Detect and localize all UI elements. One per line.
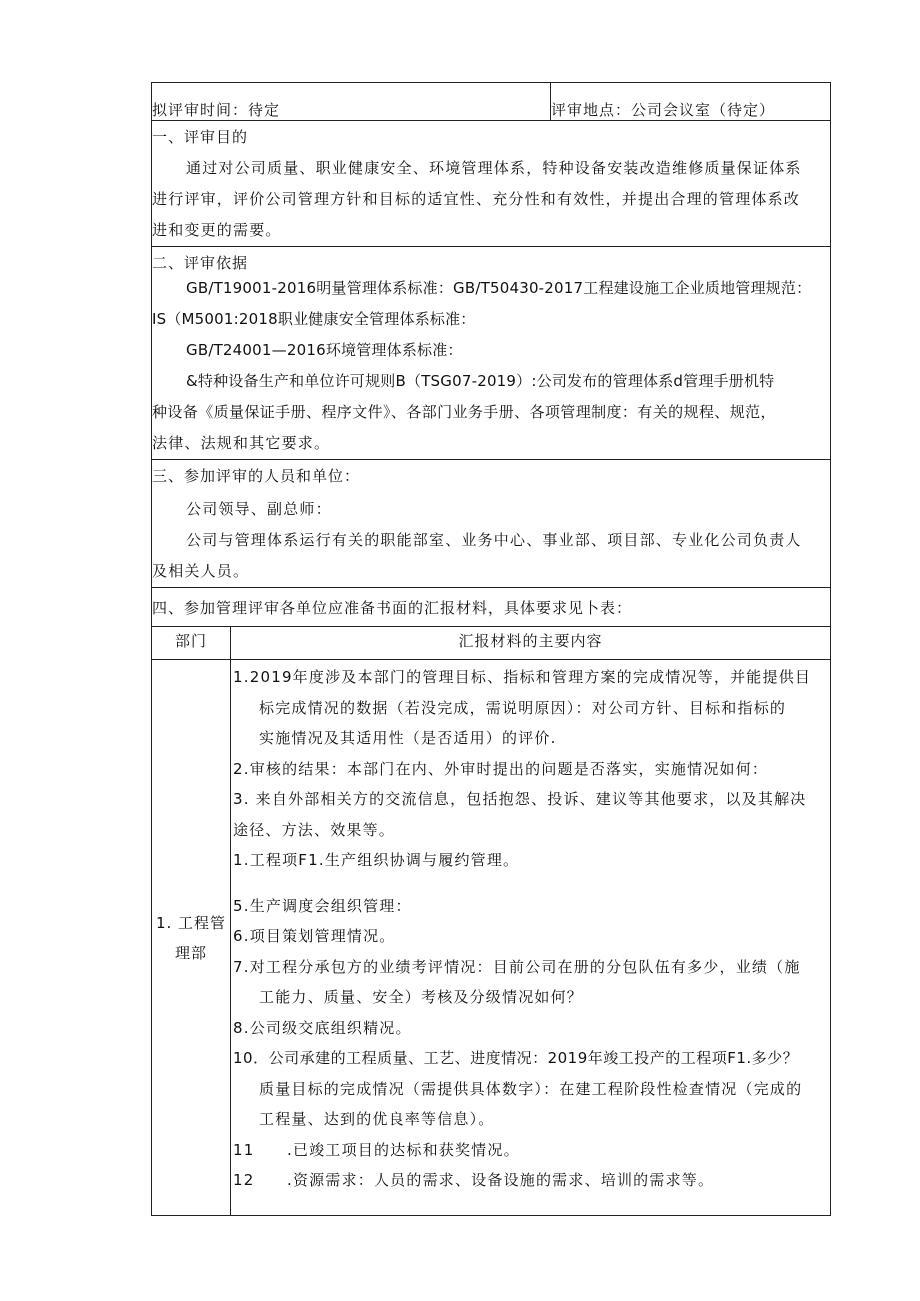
item-4: 1.工程项F1.生产组织协调与履约管理。: [233, 851, 520, 869]
item-1-line-1: 1.2019年度涉及本部门的管理目标、指标和管理方案的完成情况等，并能提供目: [233, 668, 812, 686]
participants-line-1: 公司领导、副总师：: [186, 500, 332, 518]
basis-line-3: GB/T24001—2016环境管理体系标准：: [186, 341, 463, 359]
basis-line-2: IS（M5001:2018职业健康安全管理体系标准：: [152, 310, 476, 328]
table-row-engineering: [152, 660, 831, 1216]
content-header-cell: [231, 627, 831, 660]
participants-section: [152, 460, 831, 588]
item-5: 5.生产调度会组织管理：: [233, 896, 412, 915]
item-11-number: 11: [233, 1140, 255, 1159]
item-10-line-1: 10．公司承建的工程质量、工艺、进度情况：2019年竣工投产的工程项F1.多少？: [233, 1049, 799, 1067]
item-8: 8.公司级交底组织精况。: [233, 1018, 412, 1037]
item-6: 6.项目策划管理情况。: [233, 927, 396, 945]
purpose-line-1: 通过对公司质量、职业健康安全、环境管理体系，特种设备安装改造维修质量保证体系: [186, 159, 802, 177]
basis-section: [152, 247, 831, 460]
table-header-row: [152, 627, 831, 660]
item-11-text: .已竣工项目的达标和获奖情况。: [287, 1140, 520, 1159]
review-place: 评审地点：公司会议室（待定）: [551, 101, 776, 119]
participants-title: 三、参加评审的人员和单位：: [152, 467, 361, 485]
item-1-line-3: 实施情况及其适用性（是否适用）的评价.: [259, 729, 557, 747]
review-form-table: [151, 82, 831, 1216]
purpose-line-2: 进行评审，评价公司管理方针和目标的适宜性、充分性和有效性，并提出合理的管理体系改: [152, 190, 801, 208]
dept-name-line-1: 1. 工程管: [155, 913, 227, 932]
purpose-section: [152, 121, 831, 247]
item-1-line-2: 标完成情况的数据（若没完成，需说明原因）：对公司方针、目标和指标的: [259, 698, 787, 717]
col-dept-label: 部门: [174, 632, 207, 650]
participants-line-2: 公司与管理体系运行有关的职能部室、业务中心、事业部、项目部、专业化公司负责人: [186, 531, 802, 549]
item-12: [233, 1165, 830, 1196]
item-12-text: .资源需求：人员的需求、设备设施的需求、培训的需求等。: [287, 1171, 715, 1189]
item-10-line-2: 质量目标的完成情况（需提供具体数字）：在建工程阶段性检查情况（完成的: [259, 1079, 803, 1098]
item-12-number: 12: [233, 1171, 255, 1189]
item-3-line-2: 途径、方法、效果等。: [233, 820, 396, 839]
basis-line-5: 种设备《质量保证手册、程序文件》、各部门业务手册、各项管理制度：有关的规程、规范，: [152, 403, 776, 421]
review-place-cell: [551, 83, 831, 121]
participants-line-3: 及相关人员。: [152, 562, 250, 580]
basis-title: 二、评审依据: [152, 254, 249, 272]
dept-name-line-2: 理部: [174, 943, 207, 962]
review-time-cell: [152, 83, 551, 121]
header-row: [152, 83, 831, 121]
purpose-title: 一、评审目的: [152, 128, 249, 146]
item-11: [233, 1135, 830, 1166]
purpose-line-3: 进和变更的需要。: [152, 221, 282, 239]
basis-line-4: &特种设备生产和单位许可规则B（TSG07-2019）:公司发布的管理体系d管理手册机特: [186, 372, 775, 390]
review-document: [151, 82, 830, 1216]
item-10-line-3: 工程量、达到的优良率等信息）。: [259, 1110, 495, 1128]
item-2: 2.审核的结果：本部门在内、外审时提出的问题是否落实，实施情况如何：: [233, 759, 769, 778]
dept-cell: [152, 660, 231, 1216]
review-time: 拟评审时间：待定: [152, 101, 281, 119]
dept-header-cell: [152, 627, 231, 660]
col-content-label: 汇报材料的主要内容: [458, 632, 603, 650]
item-3-line-1: 3. 来自外部相关方的交流信息，包括抱怨、投诉、建议等其他要求，以及其解决: [233, 790, 807, 808]
materials-title: 四、参加管理评审各单位应准备书面的汇报材料，具体要求见卜表：: [152, 599, 633, 617]
basis-line-1: GB/T19001-2016明量管理体系标准：GB/T50430-2017工程建设施工企业质地管理规范：: [186, 279, 812, 297]
basis-line-6: 法律、法规和其它要求。: [152, 434, 331, 452]
materials-section: [152, 588, 831, 627]
item-7-line-1: 7.对工程分承包方的业绩考评情况：目前公司在册的分包队伍有多少，业绩（施: [233, 957, 801, 976]
item-7-line-2: 工能力、质量、安全）考核及分级情况如何？: [259, 988, 584, 1006]
content-cell: [231, 660, 831, 1216]
